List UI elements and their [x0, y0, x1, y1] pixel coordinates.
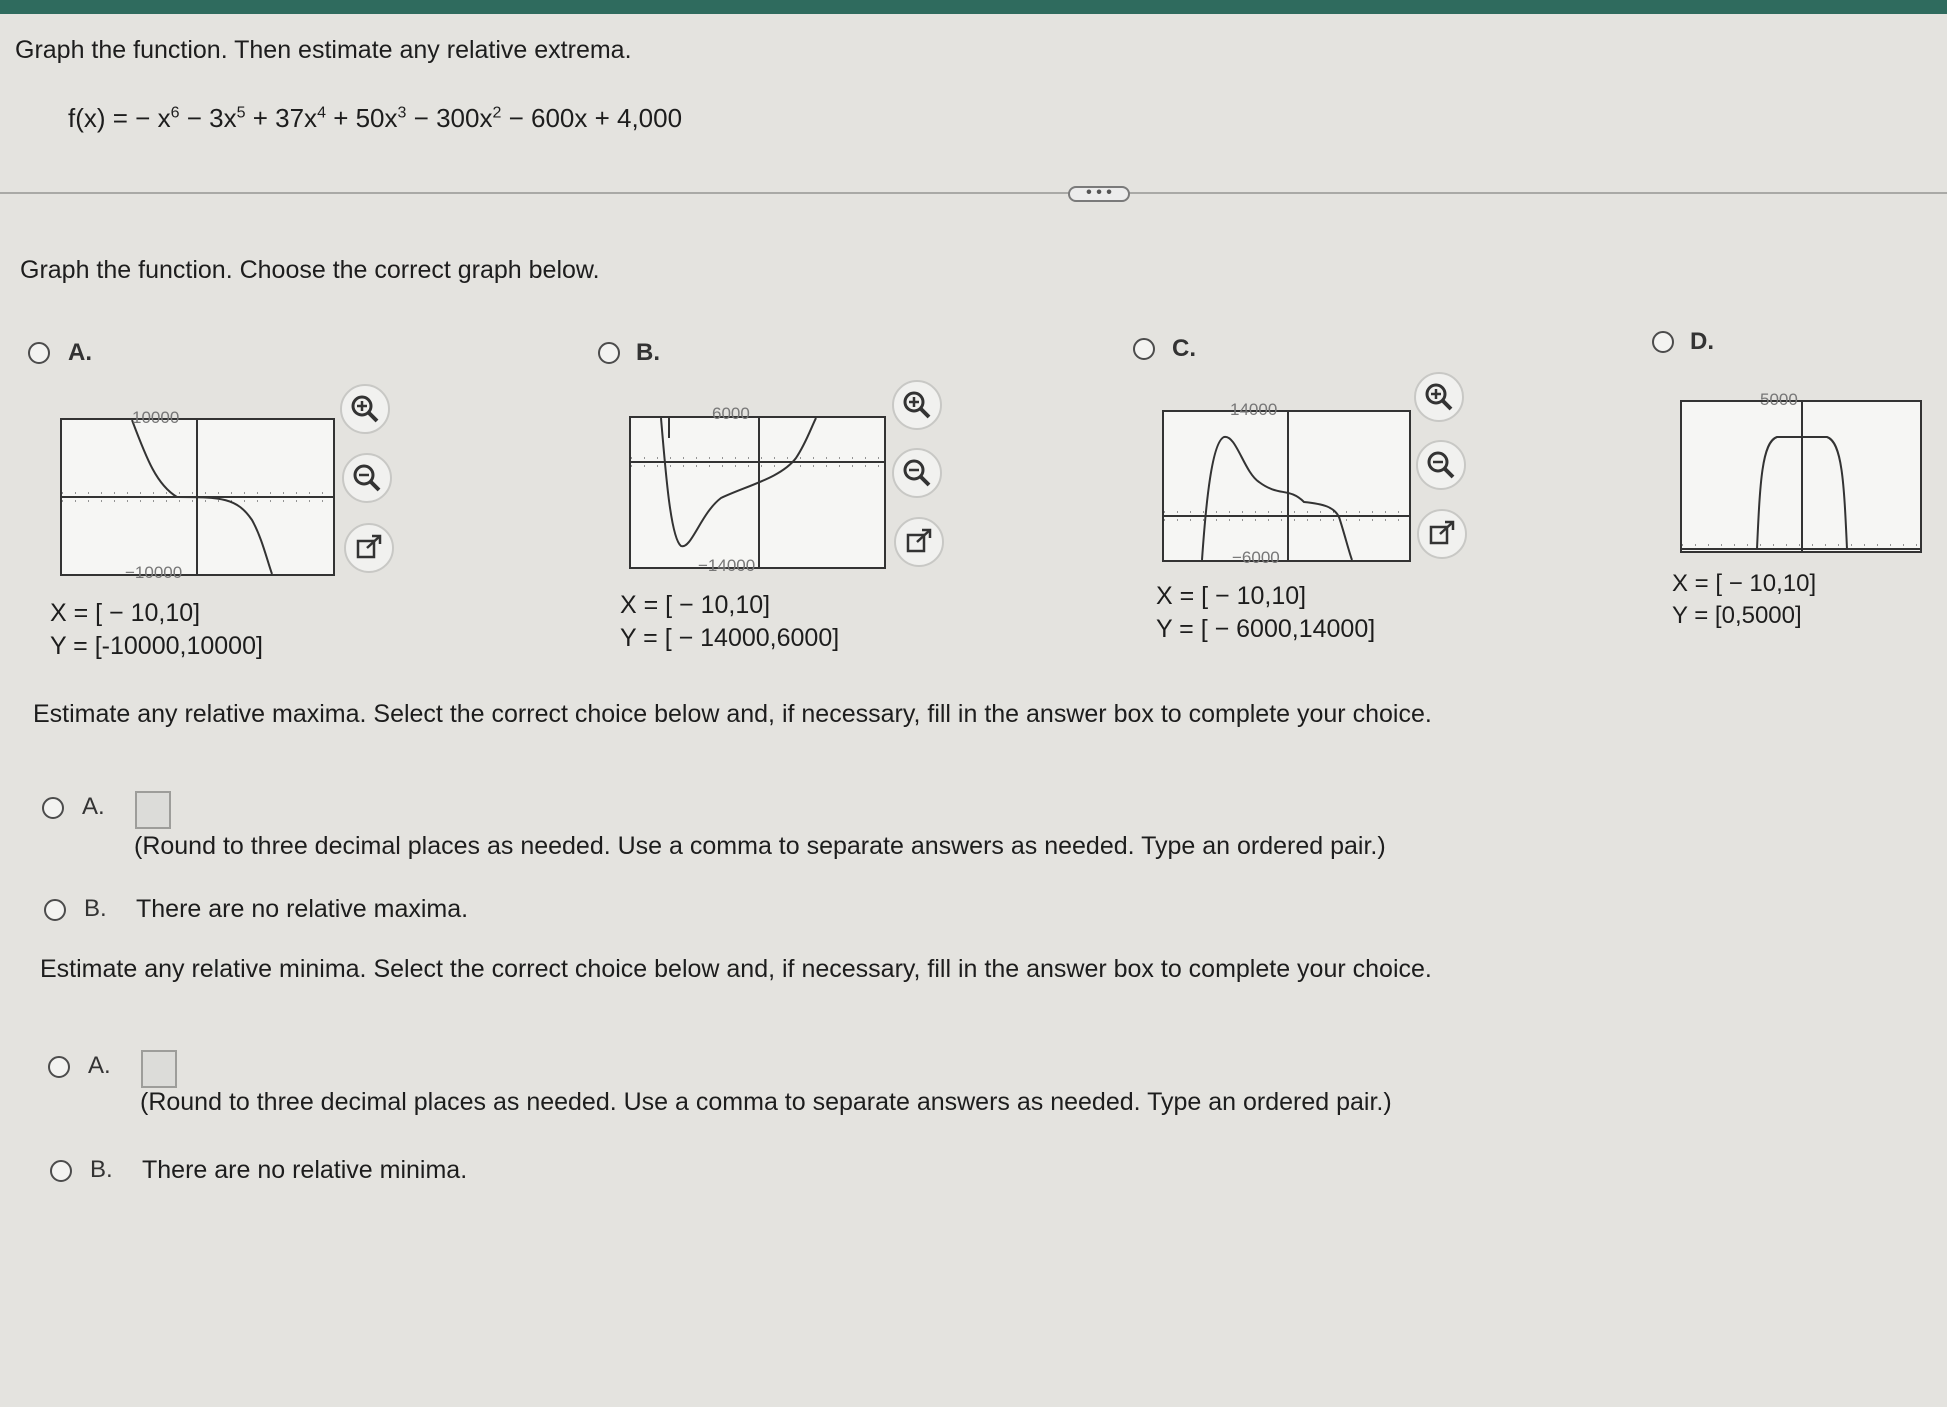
more-button[interactable]: • • •	[1068, 186, 1130, 202]
minima-option-b-radio[interactable]	[50, 1160, 72, 1182]
graph-d-plot	[1682, 402, 1920, 551]
zoom-in-button[interactable]	[1414, 372, 1464, 422]
graph-d-ranges: X = [ − 10,10] Y = [0,5000]	[1672, 570, 1817, 629]
zoom-in-button[interactable]	[892, 380, 942, 430]
zoom-in-icon	[350, 394, 380, 424]
minima-prompt: Estimate any relative minima. Select the correct choice below and, if necessary, fill in the answer box to complete your choice.	[40, 955, 1432, 983]
graph-c-plot	[1164, 412, 1409, 560]
minima-option-a-letter: A.	[88, 1052, 111, 1079]
maxima-prompt: Estimate any relative maxima. Select the correct choice below and, if necessary, fill in the answer box to complete your choice.	[33, 700, 1432, 728]
zoom-in-icon	[1424, 382, 1454, 412]
graph-option-a[interactable]	[60, 418, 335, 576]
graph-option-c-radio[interactable]	[1133, 338, 1155, 360]
graph-a-bottom-label: −10000	[125, 563, 183, 582]
minima-option-b-text: There are no relative minima.	[142, 1156, 468, 1184]
graph-d-top-label: 5000	[1760, 390, 1798, 409]
graph-b-ranges: X = [ − 10,10] Y = [ − 14000,6000]	[620, 591, 840, 652]
maxima-rounding-note: (Round to three decimal places as needed. Use a comma to separate answers as needed. Type an ordered pair.)	[134, 832, 1386, 860]
top-accent-bar	[0, 0, 1947, 14]
open-external-icon	[1427, 519, 1457, 549]
section-divider	[0, 192, 1947, 194]
function-formula: f(x) = − $x^6 - 3x^5 + 37x^4 + 50x^3 - 300x^2 - 600x + 4,000$	[68, 103, 683, 133]
open-graph-button[interactable]	[344, 523, 394, 573]
graph-c-top-label: 14000	[1230, 400, 1278, 419]
open-graph-button[interactable]	[1417, 509, 1467, 559]
zoom-in-icon	[902, 390, 932, 420]
open-external-icon	[904, 527, 934, 557]
zoom-out-icon	[1426, 450, 1456, 480]
graph-option-a-radio[interactable]	[28, 342, 50, 364]
graph-c-bottom-label: −6000	[1232, 548, 1280, 567]
zoom-out-button[interactable]	[892, 448, 942, 498]
curve	[1202, 437, 1352, 560]
graph-option-b-radio[interactable]	[598, 342, 620, 364]
maxima-option-b-letter: B.	[84, 895, 107, 922]
minima-answer-box[interactable]	[141, 1050, 177, 1088]
graph-option-b-letter: B.	[636, 339, 660, 366]
graph-b-plot	[631, 418, 884, 567]
graph-option-d-radio[interactable]	[1652, 331, 1674, 353]
zoom-out-button[interactable]	[1416, 440, 1466, 490]
minima-rounding-note: (Round to three decimal places as needed. Use a comma to separate answers as needed. Type an ordered pair.)	[140, 1088, 1392, 1116]
maxima-answer-box[interactable]	[135, 791, 171, 829]
maxima-option-b-text: There are no relative maxima.	[136, 895, 469, 923]
graph-b-bottom-label: −14000	[698, 556, 756, 575]
maxima-option-b-radio[interactable]	[44, 899, 66, 921]
curve	[661, 418, 816, 546]
zoom-out-button[interactable]	[342, 453, 392, 503]
graph-option-c-letter: C.	[1172, 335, 1196, 362]
graph-c-ranges: X = [ − 10,10] Y = [ − 6000,14000]	[1156, 582, 1376, 643]
zoom-in-button[interactable]	[340, 384, 390, 434]
graph-option-a-letter: A.	[68, 339, 92, 366]
minima-option-b-letter: B.	[90, 1156, 113, 1183]
zoom-out-icon	[352, 463, 382, 493]
graph-option-b[interactable]	[629, 416, 886, 569]
graph-a-ranges: X = [ − 10,10] Y = [-10000,10000]	[50, 599, 263, 660]
maxima-option-a-letter: A.	[82, 793, 105, 820]
graph-question: Graph the function. Choose the correct graph below.	[20, 256, 600, 284]
question-text: Graph the function. Then estimate any relative extrema.	[15, 36, 632, 64]
graph-b-top-label: 6000	[712, 404, 750, 423]
graph-a-plot	[62, 420, 333, 574]
graph-option-d[interactable]	[1680, 400, 1922, 553]
graph-option-c[interactable]	[1162, 410, 1411, 562]
minima-option-a-radio[interactable]	[48, 1056, 70, 1078]
open-graph-button[interactable]	[894, 517, 944, 567]
open-external-icon	[354, 533, 384, 563]
graph-option-d-letter: D.	[1690, 328, 1714, 355]
graph-a-top-label: 10000	[132, 408, 180, 427]
zoom-out-icon	[902, 458, 932, 488]
maxima-option-a-radio[interactable]	[42, 797, 64, 819]
